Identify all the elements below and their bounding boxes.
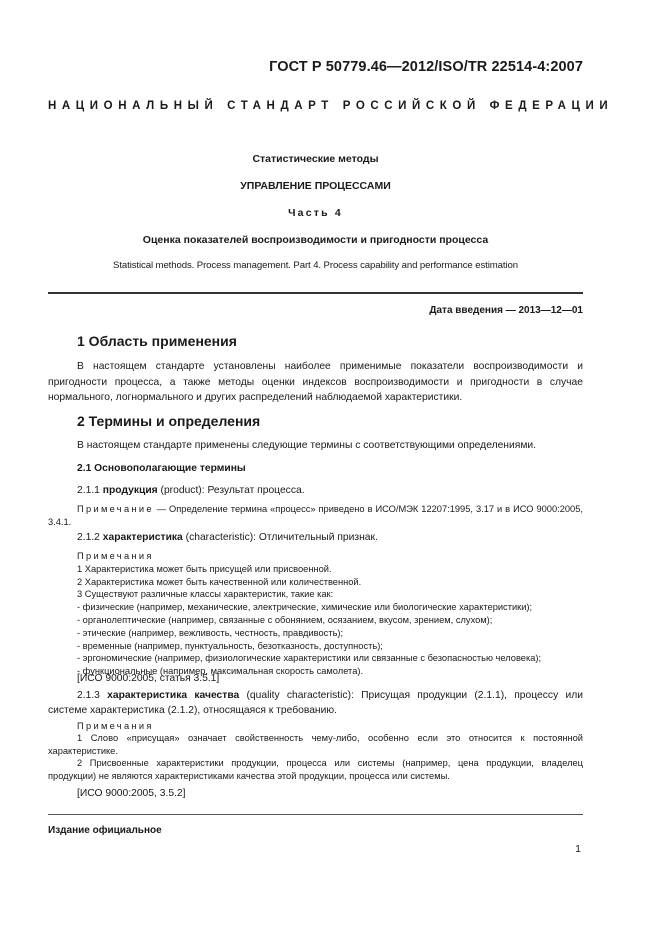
intro-date: Дата введения — 2013—12—01 (429, 305, 583, 316)
title-series: Статистические методы (252, 153, 379, 165)
section1-heading: 1 Область применения (77, 333, 237, 349)
note-item: - физические (например, механические, электрические, химические или биологические характеристики); (77, 602, 533, 613)
note-item: - органолептические (например, связанные с обонянием, осязанием, вкусом, зрением, слухом); (77, 614, 493, 625)
term-2-1-3-note-2 (48, 757, 583, 783)
title-subtitle: Оценка показателей воспроизводимости и пригодности процесса (142, 234, 489, 246)
note-item: - временные (например, пунктуальность, безотказность, доступность); (77, 640, 383, 651)
section1-text (48, 359, 583, 406)
notes-label: Примечания (77, 721, 154, 731)
bottom-divider (48, 814, 583, 815)
national-standard-banner: НАЦИОНАЛЬНЫЙ СТАНДАРТ РОССИЙСКОЙ ФЕДЕРАЦИИ (48, 100, 614, 112)
term-definition: (characteristic): Отличительный признак. (185, 532, 378, 543)
term-2-1-3-notes-label (77, 720, 154, 733)
page-number: 1 (575, 843, 581, 855)
term-2-1-3-reference: [ИСО 9000:2005, 3.5.2] (77, 788, 186, 799)
term-number: 2.1.1 (77, 485, 100, 496)
top-divider (48, 292, 583, 294)
note-item: 1 Характеристика может быть присущей или присвоенной. (77, 563, 332, 574)
term-number: 2.1.2 (77, 532, 100, 543)
note-item: 2 Характеристика может быть качественной или количественной. (77, 576, 362, 587)
notes-label: Примечания (77, 551, 154, 561)
term-2-1-2-reference: [ИСО 9000:2005, статья 3.5.1] (77, 673, 220, 684)
note-item: 2 Присвоенные характеристики продукции, процесса или системы (например, цена продукции, владелец продукции) не являются характеристиками качества этой продукции, процесса или системы. (48, 758, 583, 781)
term-2-1-3 (48, 689, 583, 718)
section2-intro: В настоящем стандарте применены следующие термины с соответствующими определениями. (77, 440, 537, 451)
title-part: Часть 4 (288, 207, 343, 219)
term-2-1-2 (77, 532, 378, 543)
term-2-1-3-note-1 (48, 732, 583, 758)
term-name: продукция (102, 485, 158, 496)
note-item: 3 Существуют различные классы характеристик, такие как: (77, 589, 334, 600)
note-item: - эргономические (например, физиологические характеристики или связанные с безопасностью человека); (77, 653, 542, 664)
section1-paragraph: В настоящем стандарте установлены наиболее применимые показатели воспроизводимости и пригодности процесса, а также методы оценки индексов воспроизводимости и пригодности в случае нормального, логнормального и других распределений наблюдаемой характеристики. (48, 361, 583, 403)
note-item: - этические (например, вежливость, честность, правдивость); (77, 627, 344, 638)
term-2-1-2-notes (77, 550, 583, 678)
note-text: — Определение термина «процесс» приведено в ИСО/МЭК 12207:1995, 3.17 и в ИСО 9000:2005, 3.4.1. (48, 504, 583, 527)
term-name: характеристика качества (107, 690, 240, 701)
section2-heading: 2 Термины и определения (77, 413, 261, 429)
subsection-heading: 2.1 Основополагающие термины (77, 463, 246, 474)
note-item: - функциональные (например, максимальная скорость самолета). (77, 666, 364, 677)
gost-code: ГОСТ Р 50779.46—2012/ISO/TR 22514-4:2007 (269, 59, 583, 75)
term-definition: (product): Результат процесса. (160, 485, 305, 496)
term-definition: (quality characteristic): Присущая продукции (2.1.1), процессу или системе характеристика (2.1.2), относящаяся к требованию. (48, 690, 583, 716)
title-english: Statistical methods. Process management. Part 4. Process capability and performance estimation (113, 260, 518, 271)
term-2-1-1-note (48, 503, 583, 529)
term-number: 2.1.3 (77, 690, 100, 701)
edition-label: Издание официальное (48, 825, 162, 836)
title-main: УПРАВЛЕНИЕ ПРОЦЕССАМИ (240, 180, 391, 192)
note-item: 1 Слово «присущая» означает свойственность чему-либо, особенно если это относится к постоянной характеристике. (48, 733, 583, 756)
note-label: Примечание (77, 504, 154, 514)
term-name: характеристика (102, 532, 183, 543)
term-2-1-1 (77, 485, 305, 496)
